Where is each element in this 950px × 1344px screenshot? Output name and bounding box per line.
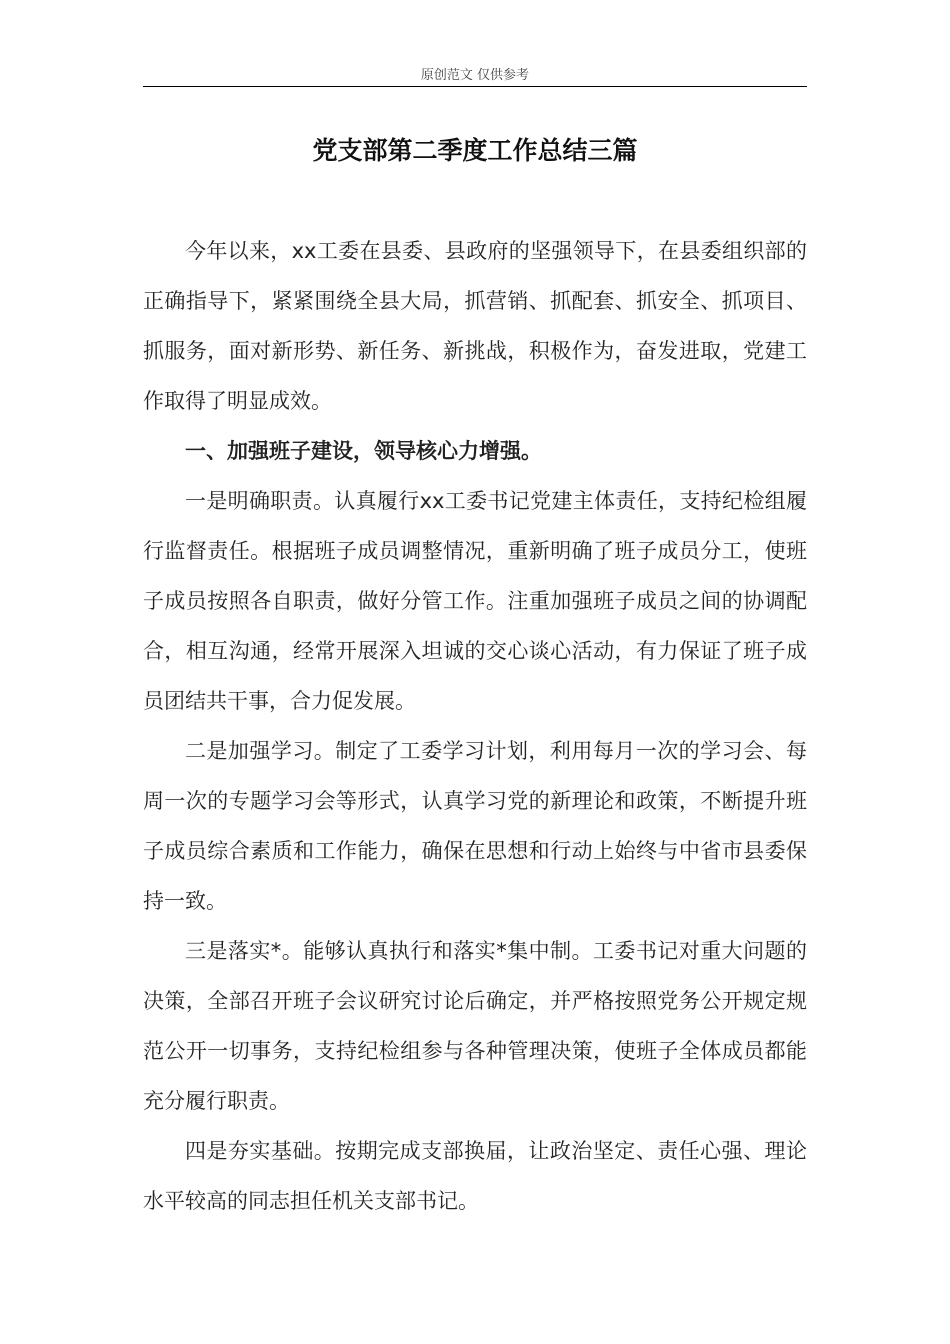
section-heading: 一、加强班子建设，领导核心力增强。 — [185, 439, 542, 463]
paragraph: 今年以来，xx工委在县委、县政府的坚强领导下，在县委组织部的正确指导下，紧紧围绕全县大局，抓营销、抓配套、抓安全、抓项目、抓服务，面对新形势、新任务、新挑战，积极作为，奋发进取，党建工作取得了明显成效。 — [143, 239, 807, 413]
document-body — [143, 226, 807, 1226]
paragraph: 一是明确职责。认真履行xx工委书记党建主体责任，支持纪检组履行监督责任。根据班子成员调整情况，重新明确了班子成员分工，使班子成员按照各自职责，做好分管工作。注重加强班子成员之间的协调配合，相互沟通，经常开展深入坦诚的交心谈心活动，有力保证了班子成员团结共干事，合力促发展。 — [143, 489, 807, 713]
header-divider — [143, 86, 807, 87]
paragraph: 四是夯实基础。按期完成支部换届，让政治坚定、责任心强、理论水平较高的同志担任机关支部书记。 — [143, 1139, 807, 1213]
paragraph: 三是落实*。能够认真执行和落实*集中制。工委书记对重大问题的决策，全部召开班子会议研究讨论后确定，并严格按照党务公开规定规范公开一切事务，支持纪检组参与各种管理决策，使班子全体成员都能充分履行职责。 — [143, 939, 807, 1113]
document-title: 党支部第二季度工作总结三篇 — [312, 136, 638, 165]
paragraph: 二是加强学习。制定了工委学习计划，利用每月一次的学习会、每周一次的专题学习会等形式，认真学习党的新理论和政策，不断提升班子成员综合素质和工作能力，确保在思想和行动上始终与中省市县委保持一致。 — [143, 739, 807, 913]
page-header: 原创范文 仅供参考 — [420, 68, 530, 83]
